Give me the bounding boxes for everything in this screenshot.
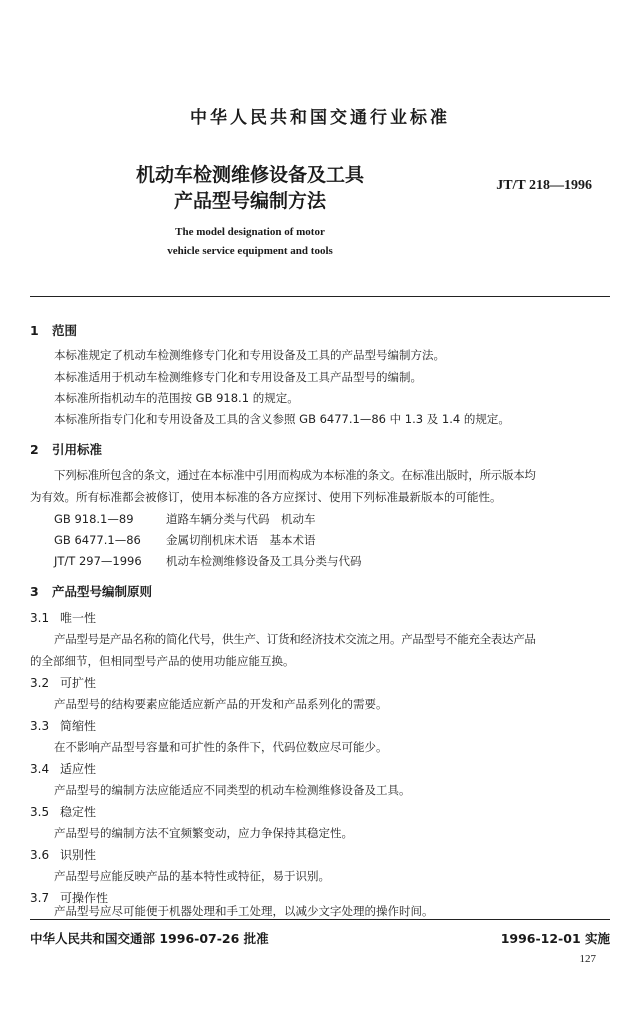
section-number: 3 [30, 584, 39, 599]
section-title: 范围 [52, 323, 78, 338]
reference-row [54, 553, 362, 569]
section-2-heading [30, 440, 102, 458]
subsection-title: 可操作性 [60, 891, 109, 905]
subsection-3-4-text: 产品型号的编制方法应能适应不同类型的机动车检测维修设备及工具。 [54, 783, 411, 797]
subsection-3-2-heading [30, 674, 96, 691]
issuing-organization: 中华人民共和国交通行业标准 [190, 108, 450, 128]
subsection-number: 3.4 [30, 762, 50, 776]
reference-name: 道路车辆分类与代码 机动车 [166, 512, 316, 526]
subsection-title: 适应性 [60, 762, 97, 776]
subsection-number: 3.7 [30, 891, 50, 905]
subsection-3-5-text: 产品型号的编制方法不宜频繁变动，应力争保持其稳定性。 [54, 826, 353, 840]
section-number: 1 [30, 323, 39, 338]
reference-row [54, 532, 316, 548]
reference-name: 金属切削机床术语 基本术语 [166, 533, 316, 547]
subsection-title: 可扩性 [60, 676, 97, 690]
reference-code: GB 6477.1—86 [54, 533, 141, 547]
section-2-intro-line-1: 下列标准所包含的条文，通过在本标准中引用而构成为本标准的条文。在标准出版时，所示版本均 [54, 468, 536, 482]
header-divider [30, 296, 610, 297]
english-title-line-1: The model designation of motor [175, 226, 325, 238]
section-number: 2 [30, 442, 39, 457]
section-1-paragraph: 本标准适用于机动车检测维修专门化和专用设备及工具产品型号的编制。 [54, 370, 422, 384]
section-title: 产品型号编制原则 [52, 584, 153, 599]
section-title: 引用标准 [52, 442, 103, 457]
subsection-title: 唯一性 [60, 611, 97, 625]
reference-name: 机动车检测维修设备及工具分类与代码 [166, 554, 362, 568]
english-title-line-2: vehicle service equipment and tools [167, 245, 333, 257]
subsection-title: 稳定性 [60, 805, 97, 819]
footer-divider [30, 919, 610, 920]
standard-code: JT/T 218—1996 [496, 178, 592, 193]
subsection-3-1-heading [30, 609, 96, 626]
subsection-number: 3.5 [30, 805, 50, 819]
subsection-3-3-text: 在不影响产品型号容量和可扩性的条件下，代码位数应尽可能少。 [54, 740, 388, 754]
approval-note: 中华人民共和国交通部 1996-07-26 批准 [30, 931, 269, 946]
document-title-line-1: 机动车检测维修设备及工具 [135, 164, 364, 186]
subsection-number: 3.3 [30, 719, 50, 733]
subsection-title: 简缩性 [60, 719, 97, 733]
subsection-3-6-text: 产品型号应能反映产品的基本特性或特征，易于识别。 [54, 869, 330, 883]
subsection-3-1-text-line-2: 的全部细节，但相同型号产品的使用功能应能互换。 [30, 654, 295, 668]
subsection-3-7-text: 产品型号应尽可能便于机器处理和手工处理，以减少文字处理的操作时间。 [54, 904, 434, 918]
subsection-3-2-text: 产品型号的结构要素应能适应新产品的开发和产品系列化的需要。 [54, 697, 388, 711]
subsection-number: 3.1 [30, 611, 50, 625]
subsection-number: 3.6 [30, 848, 50, 862]
subsection-title: 识别性 [60, 848, 97, 862]
section-1-paragraph: 本标准规定了机动车检测维修专门化和专用设备及工具的产品型号编制方法。 [54, 348, 445, 362]
subsection-number: 3.2 [30, 676, 50, 690]
section-1-paragraph: 本标准所指专门化和专用设备及工具的含义参照 GB 6477.1—86 中 1.3 及 1.4 的规定。 [54, 412, 510, 426]
subsection-3-1-text-line-1: 产品型号是产品名称的简化代号，供生产、订货和经济技术交流之用。产品型号不能充全表达产品 [54, 632, 536, 646]
section-1-paragraph: 本标准所指机动车的范围按 GB 918.1 的规定。 [54, 391, 299, 405]
reference-row [54, 511, 316, 527]
document-title-line-2: 产品型号编制方法 [173, 190, 326, 212]
reference-code: GB 918.1—89 [54, 512, 134, 526]
subsection-3-3-heading [30, 717, 96, 734]
section-1-heading [30, 321, 77, 339]
section-2-intro-line-2: 为有效。所有标准都会被修订，使用本标准的各方应探讨、使用下列标准最新版本的可能性。 [30, 490, 502, 504]
reference-code: JT/T 297—1996 [54, 554, 142, 568]
subsection-3-6-heading [30, 846, 96, 863]
subsection-3-5-heading [30, 803, 96, 820]
section-3-heading [30, 582, 152, 600]
subsection-3-4-heading [30, 760, 96, 777]
implementation-date: 1996-12-01 实施 [500, 931, 610, 946]
page-number: 127 [579, 953, 596, 965]
